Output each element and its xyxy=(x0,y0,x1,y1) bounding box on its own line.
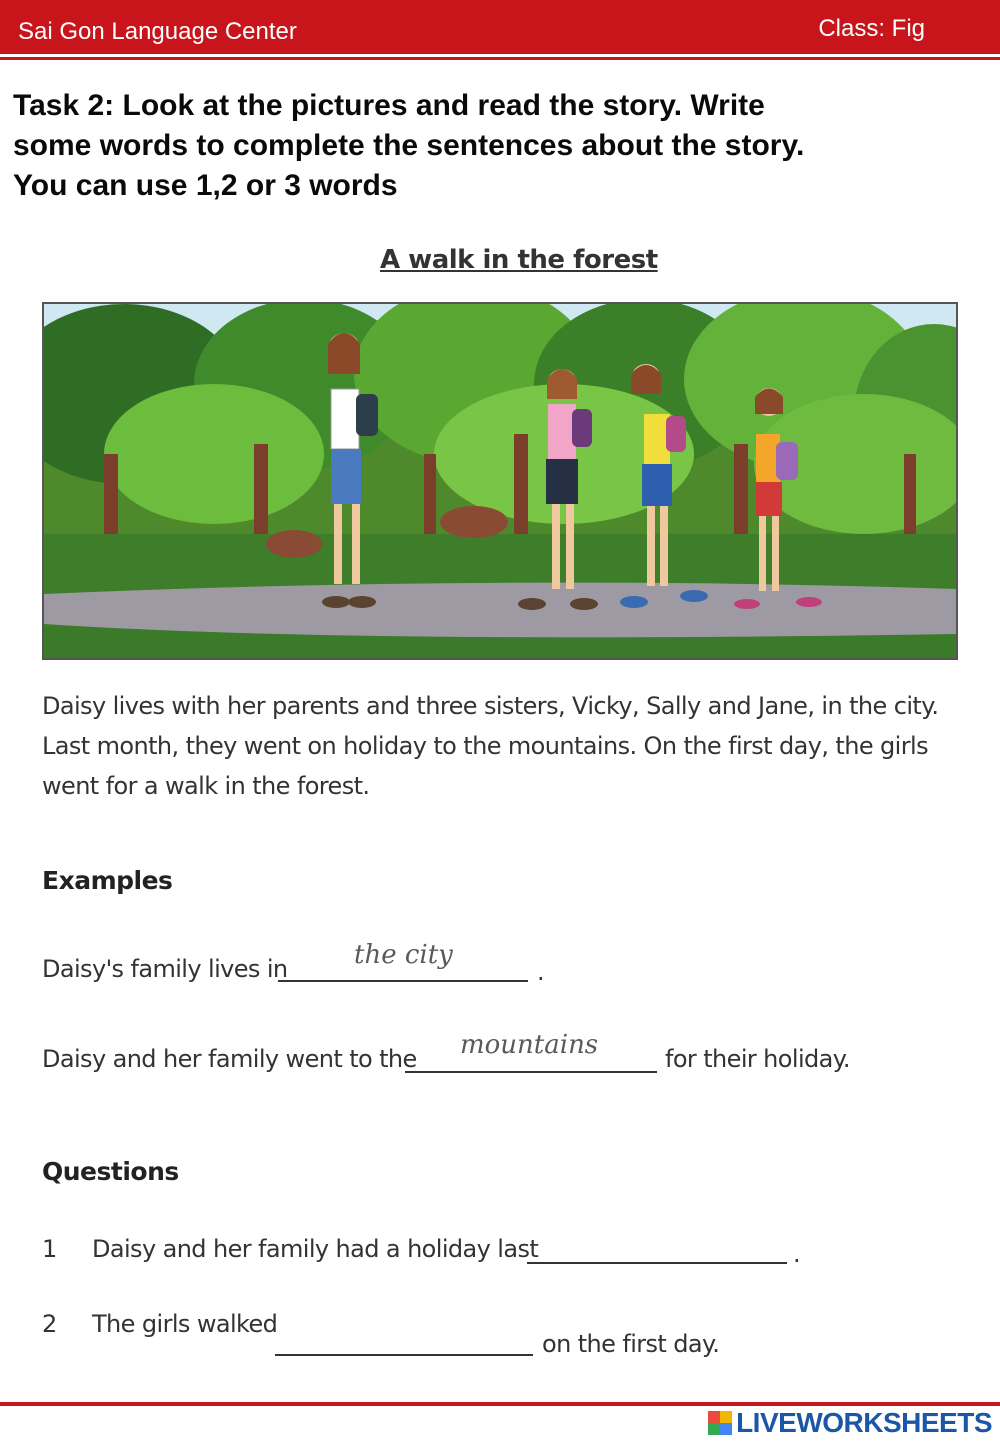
header-divider xyxy=(0,57,1000,60)
question-2-tail: on the first day. xyxy=(542,1330,720,1358)
task-line: Task 2: Look at the pictures and read the story. Write xyxy=(13,89,765,122)
liveworksheets-logo xyxy=(708,1407,992,1439)
story-line: Daisy lives with her parents and three sisters, Vicky, Sally and Jane, in the city. xyxy=(42,692,939,720)
question-1-answer-input[interactable] xyxy=(527,1262,787,1264)
example-2-text: Daisy and her family went to the xyxy=(42,1045,417,1073)
story-title: A walk in the forest xyxy=(380,245,658,275)
examples-heading: Examples xyxy=(42,866,173,895)
task-instructions xyxy=(13,86,973,206)
forest-scene-image xyxy=(44,304,956,658)
example-1-period: . xyxy=(537,958,545,986)
forest-walk-illustration xyxy=(42,302,958,660)
class-label: Class: Fig xyxy=(818,15,925,42)
question-1-text: Daisy and her family had a holiday last xyxy=(92,1235,539,1263)
footer-divider xyxy=(0,1402,1000,1406)
liveworksheets-logo-icon xyxy=(708,1411,732,1435)
question-2-number: 2 xyxy=(42,1310,58,1338)
question-2-text: The girls walked xyxy=(92,1310,278,1338)
story-line: Last month, they went on holiday to the mountains. On the first day, the girls xyxy=(42,732,928,760)
example-1-blank xyxy=(278,980,528,982)
questions-heading: Questions xyxy=(42,1157,179,1186)
question-2-answer-input[interactable] xyxy=(275,1354,533,1356)
task-line: You can use 1,2 or 3 words xyxy=(13,169,398,202)
example-2-tail: for their holiday. xyxy=(665,1045,850,1073)
brand-name: LIVEWORKSHEETS xyxy=(736,1407,992,1438)
header-bar xyxy=(0,0,1000,54)
center-name: Sai Gon Language Center xyxy=(18,18,297,45)
story-line: went for a walk in the forest. xyxy=(42,772,370,800)
example-2-blank xyxy=(405,1071,657,1073)
question-1-period: . xyxy=(793,1240,801,1268)
story-paragraph xyxy=(42,686,942,806)
example-1-text: Daisy's family lives in xyxy=(42,955,288,983)
question-1-number: 1 xyxy=(42,1235,58,1263)
task-line: some words to complete the sentences about the story. xyxy=(13,129,805,162)
example-2-answer: mountains xyxy=(460,1030,599,1060)
example-1-answer: the city xyxy=(354,940,453,970)
